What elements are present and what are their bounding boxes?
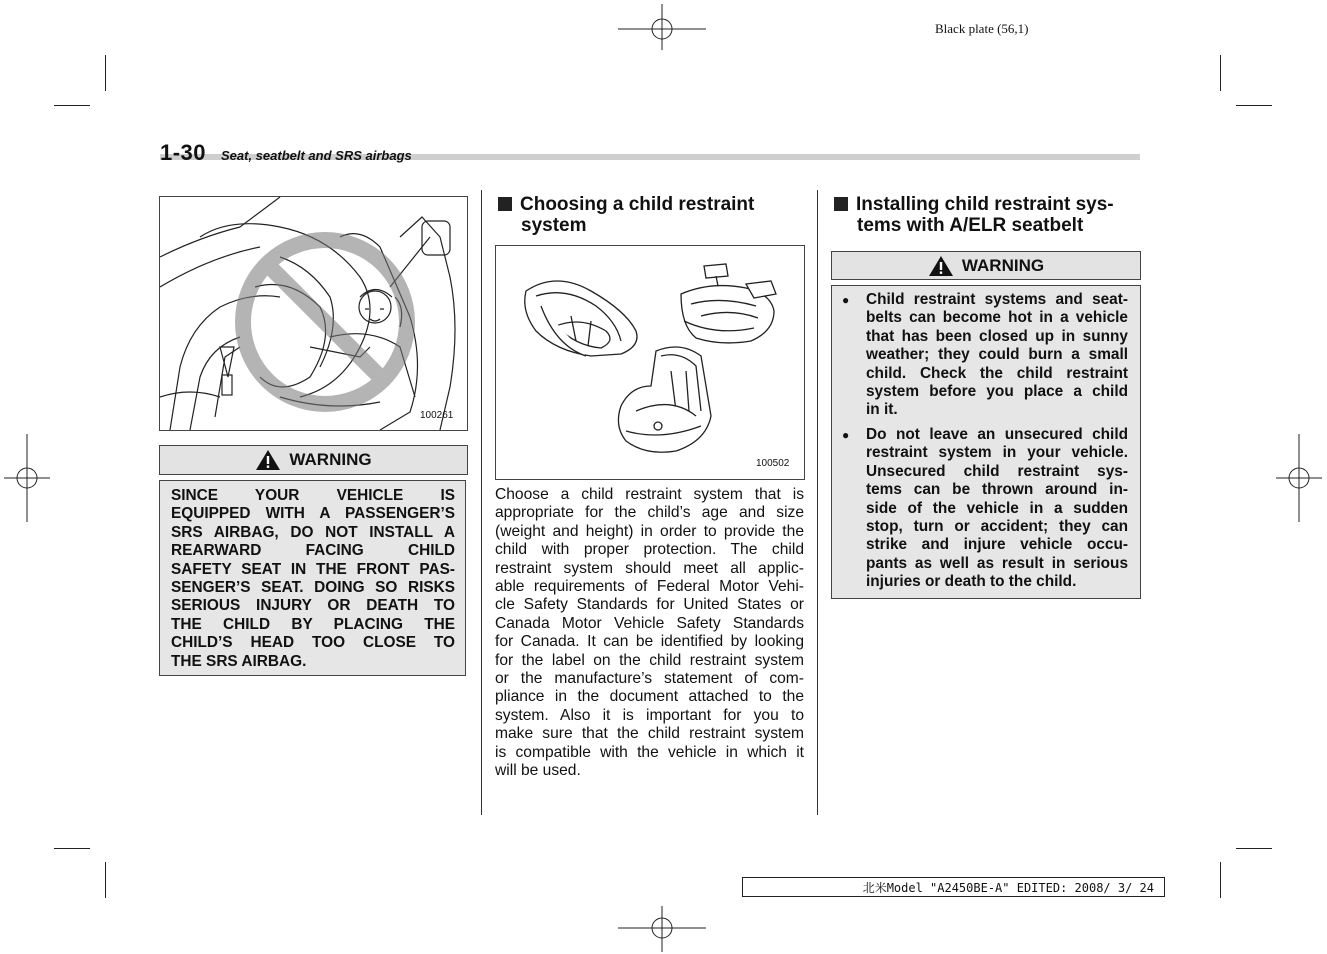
right-warning-header — [831, 251, 1141, 280]
warning-title: WARNING — [289, 450, 372, 469]
bullet-line: pants as well as result in serious — [866, 554, 1128, 572]
bullet-line: stop, turn or accident; they can — [866, 518, 1128, 536]
warning-line: EQUIPPED WITH A PASSENGER’S — [171, 505, 455, 523]
heading-square-icon — [834, 197, 848, 211]
right-section-heading — [834, 194, 1114, 236]
bullet-line: Child restraint systems and seat- — [866, 291, 1128, 308]
body-line: Canada Motor Vehicle Safety Standards — [495, 614, 804, 632]
middle-body-text — [495, 486, 804, 781]
body-line: or the manufacture’s statement of com- — [495, 670, 804, 688]
bullet-line: Do not leave an unsecured child — [866, 426, 1128, 443]
warning-title: WARNING — [961, 255, 1045, 275]
bullet-line: side of the vehicle in a sudden — [866, 499, 1128, 517]
heading-line: system — [521, 215, 587, 236]
warning-bullet — [842, 291, 1128, 420]
warning-bullet — [842, 426, 1128, 592]
bullet-line: child. Check the child restraint — [866, 364, 1128, 382]
bullet-line: weather; they could burn a small — [866, 346, 1128, 364]
right-warning-body — [831, 285, 1141, 599]
warning-triangle-icon — [928, 255, 954, 277]
bullet-line: restraint system in your vehicle. — [866, 444, 1128, 462]
column-divider — [817, 190, 818, 815]
body-line: pliance in the document attached to the — [495, 688, 804, 706]
body-line: cle Safety Standards for United States or — [495, 596, 804, 614]
body-line: system. Also it is important for you to — [495, 706, 804, 724]
crop-mark — [54, 105, 90, 106]
figure-id: 100502 — [756, 458, 790, 469]
bullet-line: tems can be thrown around in- — [866, 481, 1128, 499]
body-line: restraint system should meet all applic- — [495, 559, 804, 577]
body-line: appropriate for the child’s age and size — [495, 504, 804, 522]
body-line: for the label on the child restraint system — [495, 651, 804, 669]
page-number: 1-30 — [160, 140, 207, 165]
body-line: Choose a child restraint system that is — [495, 486, 804, 503]
warning-line: SENGER’S SEAT. DOING SO RISKS — [171, 579, 455, 597]
body-line: for Canada. It can be identified by looking — [495, 633, 804, 651]
warning-line: SRS AIRBAG, DO NOT INSTALL A — [171, 523, 455, 541]
crop-mark — [1236, 848, 1272, 849]
child-seats-drawing — [496, 246, 804, 479]
heading-line: tems with A/ELR seatbelt — [857, 215, 1084, 236]
middle-section-heading — [498, 194, 754, 236]
bullet-dot-icon: ● — [842, 293, 850, 307]
bullet-line: that has been closed up in sunny — [866, 327, 1128, 345]
crop-mark — [1220, 862, 1221, 898]
airbag-warning-drawing — [160, 197, 467, 430]
figure-id: 100261 — [420, 410, 454, 421]
warning-line: SAFETY SEAT IN THE FRONT PAS- — [171, 560, 455, 578]
body-line: make sure that the child restraint system — [495, 725, 804, 743]
warning-line: CHILD’S HEAD TOO CLOSE TO — [171, 634, 455, 652]
heading-line: Choosing a child restraint — [520, 194, 755, 215]
warning-line: SERIOUS INJURY OR DEATH TO — [171, 597, 455, 615]
body-line: (weight and height) in order to provide the — [495, 522, 804, 540]
warning-line: THE SRS AIRBAG. — [171, 652, 307, 670]
left-warning-header — [159, 445, 468, 475]
body-line: will be used. — [495, 762, 581, 780]
bullet-line: injuries or death to the child. — [866, 573, 1077, 591]
body-line: is compatible with the vehicle in which it — [495, 743, 804, 761]
body-line: able requirements of Federal Motor Vehi- — [495, 578, 804, 596]
column-divider — [481, 190, 482, 815]
registration-mark-top — [618, 4, 706, 50]
child-seats-illustration — [495, 245, 805, 480]
crop-mark — [54, 848, 90, 849]
warning-line: THE CHILD BY PLACING THE — [171, 615, 455, 633]
crop-mark — [1236, 105, 1272, 106]
warning-triangle-icon — [255, 449, 281, 471]
bullet-line: strike and injure vehicle occu- — [866, 536, 1128, 554]
airbag-illustration — [159, 196, 468, 431]
registration-mark-bottom — [618, 906, 706, 952]
body-line: child with proper protection. The child — [495, 541, 804, 559]
bullet-line: system before you place a child — [866, 383, 1128, 401]
heading-line: Installing child restraint sys- — [856, 194, 1114, 215]
bullet-line: in it. — [866, 401, 898, 419]
crop-mark — [105, 55, 106, 91]
bullet-line: belts can become hot in a vehicle — [866, 309, 1128, 327]
warning-line: REARWARD FACING CHILD — [171, 542, 455, 560]
heading-square-icon — [498, 197, 512, 211]
plate-label: Black plate (56,1) — [935, 21, 1029, 36]
warning-line: SINCE YOUR VEHICLE IS — [171, 487, 455, 504]
crop-mark — [1220, 55, 1221, 91]
registration-mark-left — [4, 434, 50, 522]
registration-mark-right — [1276, 434, 1322, 522]
crop-mark — [105, 862, 106, 898]
bullet-dot-icon: ● — [842, 428, 850, 442]
footer-edit-stamp: 北米Model "A2450BE-A" EDITED: 2008/ 3/ 24 — [742, 877, 1165, 897]
section-title: Seat, seatbelt and SRS airbags — [221, 148, 412, 163]
bullet-line: Unsecured child restraint sys- — [866, 462, 1128, 480]
left-warning-body — [159, 480, 466, 676]
